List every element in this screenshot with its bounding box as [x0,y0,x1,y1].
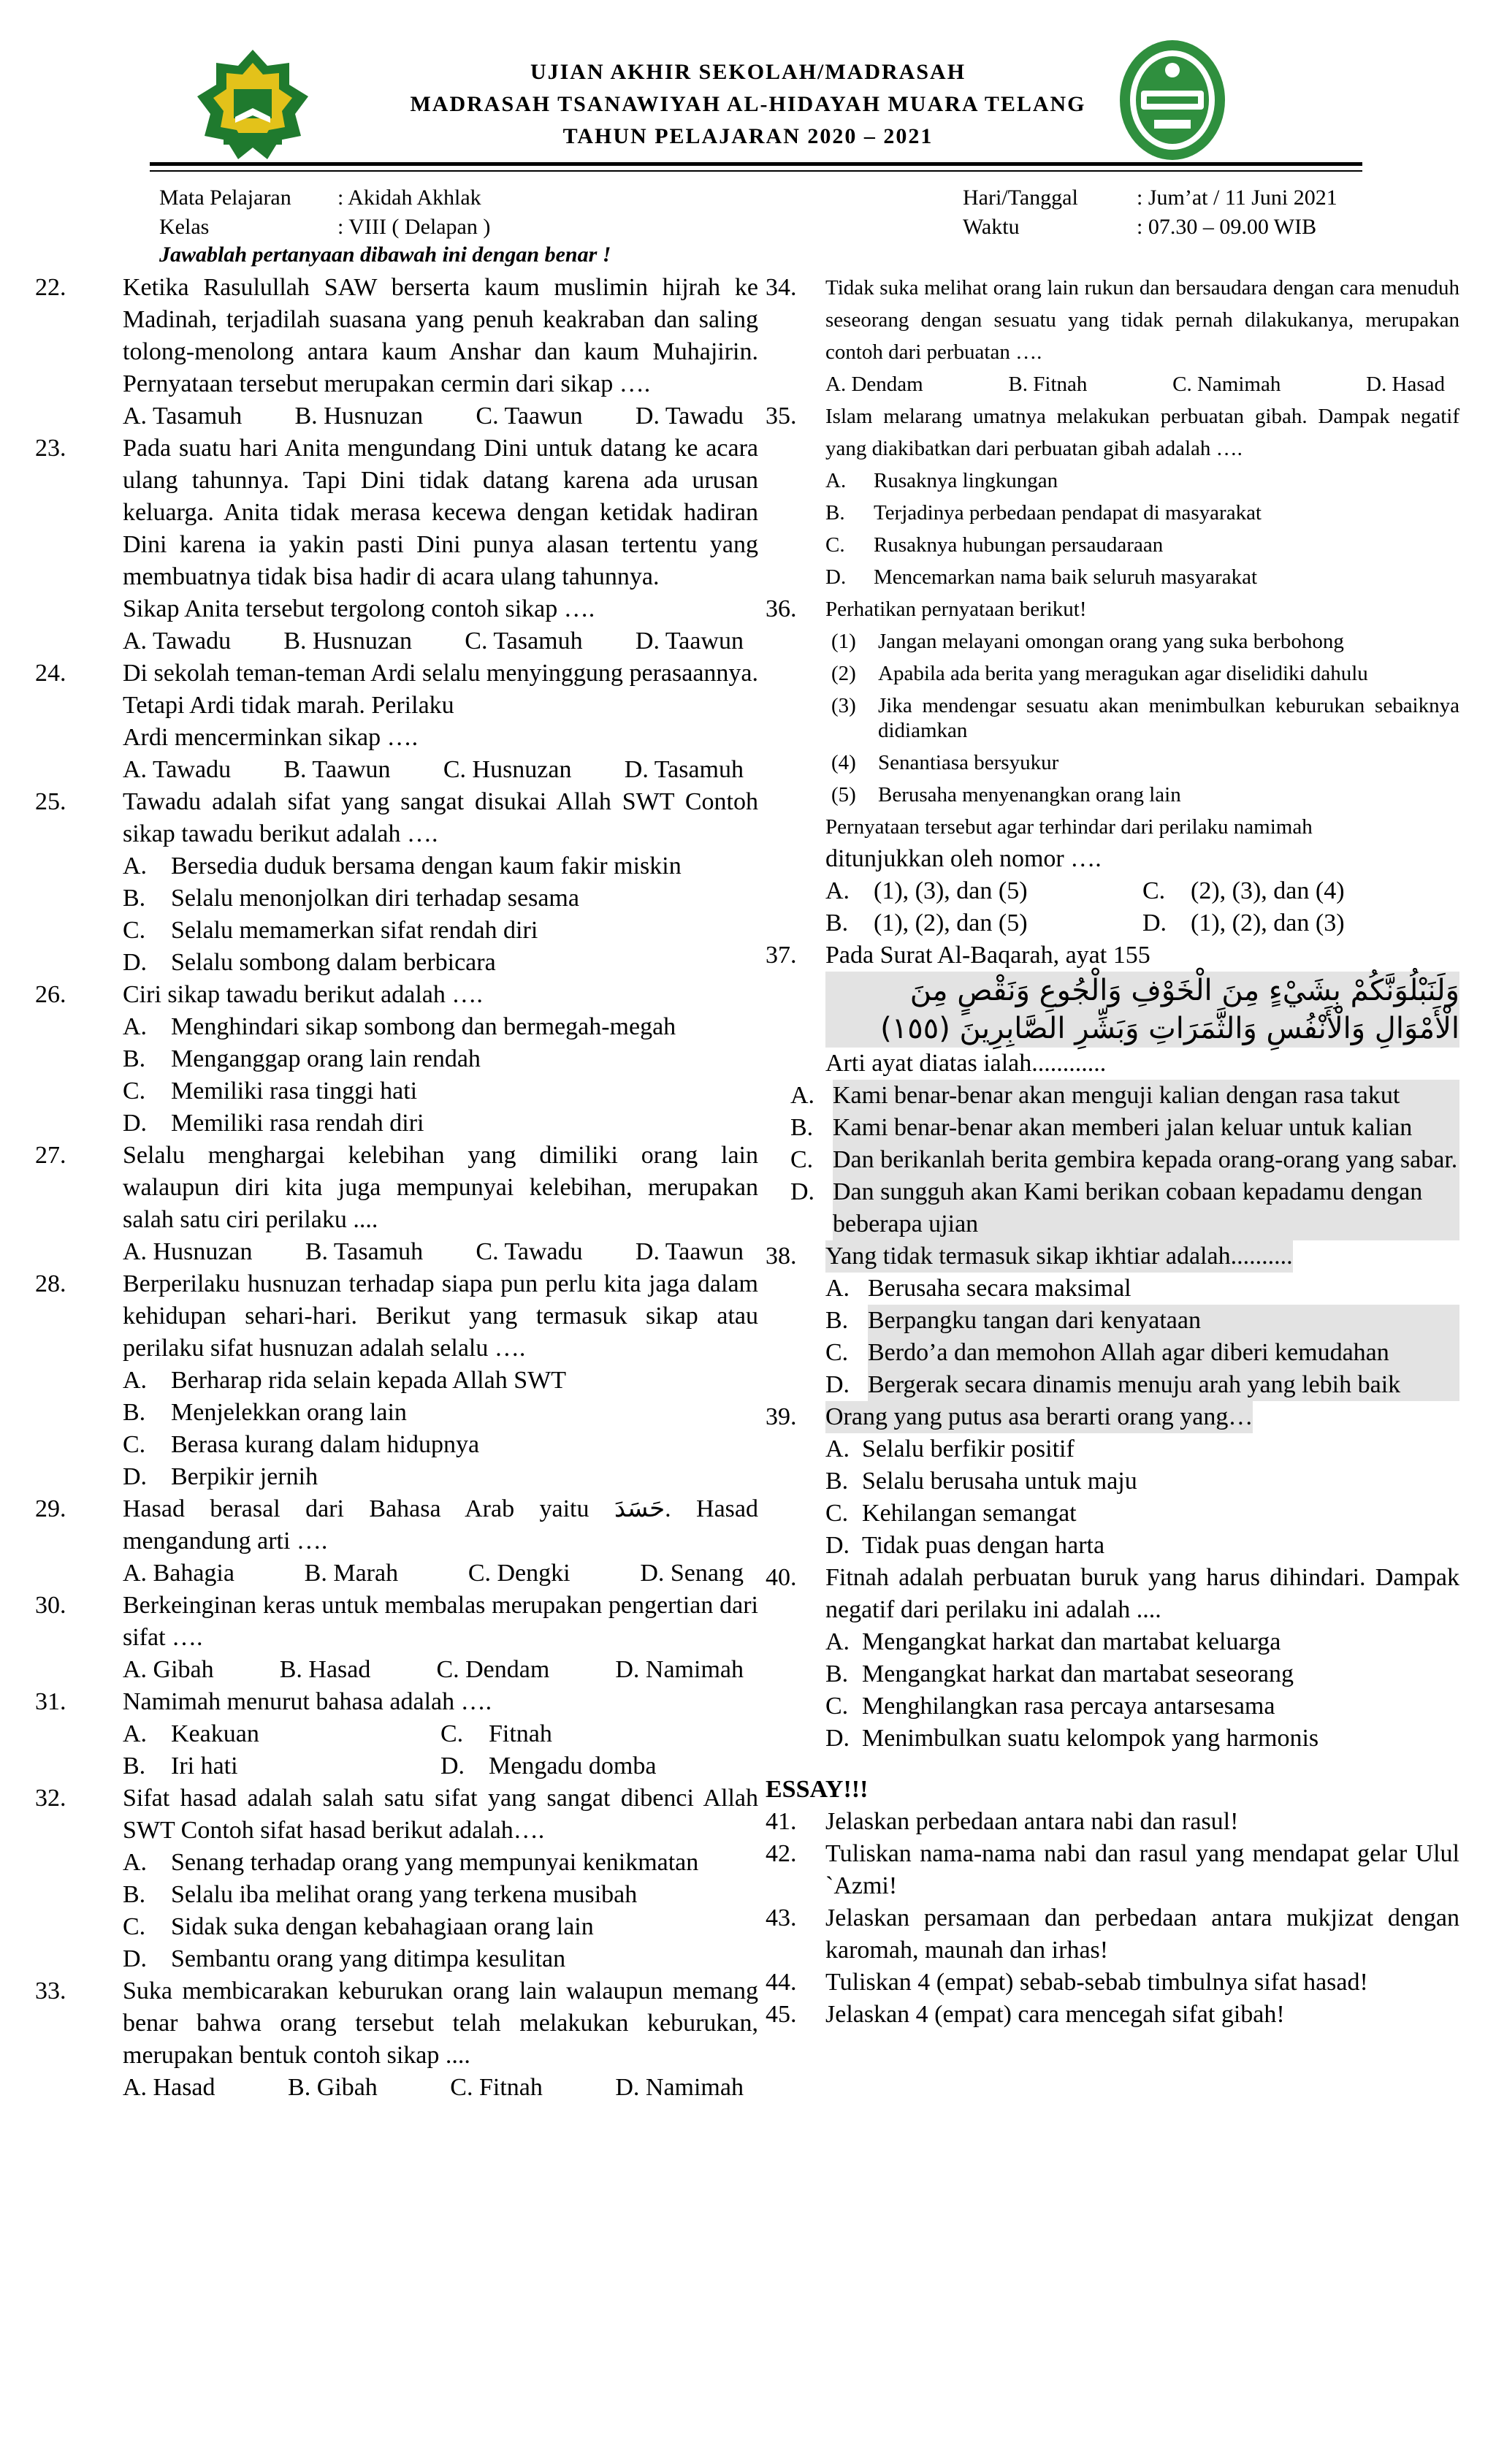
option-d[interactable]: D. Sembantu orang yang ditimpa kesulitan [123,1945,566,1972]
option-b[interactable]: B. Husnuzan [283,628,413,655]
option-b[interactable]: B. Taawun [283,756,391,783]
option-a[interactable]: A. Mengangkat harkat dan martabat keluarga [825,1628,1281,1655]
option-c[interactable]: C. Sidak suka dengan kebahagiaan orang lain [123,1913,594,1940]
options [825,368,1459,400]
header-rule-thin [150,170,1362,172]
essay-text: Jelaskan perbedaan antara nabi dan rasul! [825,1808,1239,1835]
option-c[interactable]: C. Fitnah [450,2074,543,2101]
option-b[interactable]: B. Fitnah [1008,373,1088,396]
essay-number: 43. [766,1904,797,1931]
options [123,754,758,786]
essay-number: 44. [766,1969,797,1996]
option-d[interactable]: D. (1), (2), dan (3) [1142,909,1345,937]
question-text: Ketika Rasulullah SAW berserta kaum muslimin hijrah ke Madinah, terjadilah suasana yang penuh keakraban dan saling tolong-menolong antara kaum Anshar dan kaum Muhajirin. Pernyataan tersebut merupakan cermin dari sikap …. [123,274,758,397]
day-value: : Jum’at / 11 Juni 2021 [1137,186,1337,210]
option-b[interactable]: B. Terjadinya perbedaan pendapat di masyarakat [825,501,1262,525]
option-a[interactable]: A. (1), (3), dan (5) [825,877,1028,904]
option-a[interactable]: A. Kami benar-benar akan menguji kalian dengan rasa takut [790,1080,1459,1112]
statement-5: (5) Berusaha menyenangkan orang lain [831,783,1181,806]
question-text: Pada Surat Al-Baqarah, ayat 155 [825,942,1150,969]
options [825,875,1459,939]
question-39 [766,1401,1459,1562]
question-text: Yang tidak termasuk sikap ikhtiar adalah.......... [825,1240,1293,1273]
option-b[interactable]: B. Menganggap orang lain rendah [123,1045,481,1072]
option-d[interactable]: D. Senang [640,1560,744,1587]
question-29 [35,1493,758,1590]
question-number: 25. [35,788,66,815]
class-value: : VIII ( Delapan ) [337,215,491,239]
option-a[interactable]: A. Bahagia [123,1560,234,1587]
option-c[interactable]: C. Dengki [468,1560,570,1587]
essay-number: 45. [766,2001,797,2028]
question-number: 35. [766,403,797,430]
options [123,1236,758,1268]
question-34 [766,272,1459,400]
madrasah-seal-icon [1118,38,1227,162]
question-25 [35,786,758,979]
option-a[interactable]: A. Gibah [123,1656,214,1683]
question-37 [766,939,1459,1240]
question-22 [35,272,758,432]
option-c[interactable]: C. (2), (3), dan (4) [1142,877,1345,904]
header-line-2: MADRASAH TSANAWIYAH AL-HIDAYAH MUARA TELANG [410,92,1086,116]
question-number: 32. [35,1785,66,1812]
question-text: Sifat hasad adalah salah satu sifat yang sangat dibenci Allah SWT Contoh sifat hasad berikut adalah…. [123,1785,758,1844]
question-number: 24. [35,660,66,687]
option-c[interactable]: C. Rusaknya hubungan persaudaraan [825,533,1164,557]
options [123,1557,758,1590]
header-line-3: TAHUN PELAJARAN 2020 – 2021 [562,124,934,148]
options [123,400,758,432]
question-prompt: Arti ayat diatas ialah............ [825,1050,1107,1077]
option-b[interactable]: B. Selalu berusaha untuk maju [825,1468,1137,1495]
question-number: 26. [35,981,66,1008]
left-column [35,272,758,2104]
option-c[interactable]: C. Tasamuh [465,628,583,655]
question-32 [35,1782,758,1975]
option-b[interactable]: B. Mengangkat harkat dan martabat seseorang [825,1660,1294,1687]
option-a[interactable]: A. Menghindari sikap sombong dan bermegah-megah [123,1013,676,1040]
option-c[interactable]: C. Fitnah [440,1720,552,1747]
question-23 [35,432,758,657]
essay-41 [766,1806,1459,1838]
option-d[interactable]: D. Berpikir jernih [123,1463,318,1490]
option-a[interactable]: A. Keakuan [123,1720,259,1747]
time-label: Waktu [963,215,1020,239]
question-number: 27. [35,1142,66,1169]
option-a[interactable]: A. Tasamuh [123,403,243,430]
option-b[interactable]: B. Kami benar-benar akan memberi jalan keluar untuk kalian [790,1112,1459,1144]
essay-42 [766,1838,1459,1902]
question-38 [766,1240,1459,1401]
option-c[interactable]: C. Memiliki rasa tinggi hati [123,1077,418,1105]
question-text: Pada suatu hari Anita mengundang Dini untuk datang ke acara ulang tahunnya. Tapi Dini tidak datang karena ada urusan keluarga. Anita tidak merasa kecewa dengan ketidak hadiran Dini karena ia yakin pasti Dini punya alasan tertentu yang membuatnya tidak bisa hadir di acara ulang tahunnya. [123,435,758,590]
essay-number: 41. [766,1808,797,1835]
option-c[interactable]: C. Menghilangkan rasa percaya antarsesama [825,1693,1275,1720]
option-d[interactable]: D. Selalu sombong dalam berbicara [123,949,496,976]
options [123,625,758,657]
option-d[interactable]: D. Tawadu [635,403,744,430]
option-c[interactable]: C. Selalu memamerkan sifat rendah diri [123,917,538,944]
question-number: 40. [766,1564,797,1591]
option-b[interactable]: B. Iri hati [123,1752,238,1780]
option-a[interactable]: A. Bersedia duduk bersama dengan kaum fakir miskin [123,853,682,880]
question-number: 30. [35,1592,66,1619]
question-text: Berperilaku husnuzan terhadap siapa pun perlu kita jaga dalam kehidupan sehari-hari. Berikut yang termasuk sikap atau perilaku sifat husnuzan adalah selalu …. [123,1270,758,1362]
question-27 [35,1140,758,1268]
question-prompt: Ardi mencerminkan sikap …. [123,724,419,751]
question-text: Orang yang putus asa berarti orang yang… [825,1401,1253,1433]
option-d[interactable]: D. Dan sungguh akan Kami berikan cobaan kepadamu dengan beberapa ujian [790,1176,1459,1240]
option-d[interactable]: D. Taawun [635,1238,744,1265]
option-d[interactable]: D. Memiliki rasa rendah diri [123,1110,424,1137]
option-a[interactable]: A. Hasad [123,2074,215,2101]
option-b[interactable]: B. Berpangku tangan dari kenyataan [825,1305,1459,1337]
essay-43 [766,1902,1459,1967]
option-d[interactable]: D. Hasad [1366,373,1445,396]
option-b[interactable]: B. Tasamuh [305,1238,424,1265]
option-c[interactable]: C. Taawun [476,403,583,430]
question-number: 39. [766,1403,797,1430]
options [123,1654,758,1686]
statement-2: (2) Apabila ada berita yang meragukan agar diselidiki dahulu [831,662,1368,685]
option-d[interactable]: D. Taawun [635,628,744,655]
question-40 [766,1562,1459,1755]
option-d[interactable]: D. Menimbulkan suatu kelompok yang harmonis [825,1725,1319,1752]
question-number: 36. [766,595,797,622]
question-text: Selalu menghargai kelebihan yang dimiliki orang lain walaupun diri kita juga mempunyai kelebihan, merupakan salah satu ciri perilaku .... [123,1142,758,1233]
essay-text: Tuliskan nama-nama nabi dan rasul yang mendapat gelar Ulul `Azmi! [825,1840,1459,1899]
option-b[interactable]: B. Marah [304,1560,399,1587]
option-b[interactable]: B. Hasad [279,1656,371,1683]
options [123,2072,758,2104]
option-a[interactable]: A. Senang terhadap orang yang mempunyai kenikmatan [123,1849,699,1876]
option-a[interactable]: A. Berusaha secara maksimal [825,1275,1131,1302]
essay-title: ESSAY!!! [766,1776,869,1803]
question-26 [35,979,758,1140]
option-a[interactable]: A. Tawadu [123,628,232,655]
statement-1: (1) Jangan melayani omongan orang yang suka berbohong [831,630,1344,653]
question-number: 22. [35,274,66,301]
question-text: Di sekolah teman-teman Ardi selalu menyinggung perasaannya. Tetapi Ardi tidak marah. Perilaku [123,660,758,719]
statement-4: (4) Senantiasa bersyukur [831,751,1059,774]
option-d[interactable]: D. Tidak puas dengan harta [825,1532,1105,1559]
question-prompt: Sikap Anita tersebut tergolong contoh sikap …. [123,595,595,622]
option-c[interactable]: C. Tawadu [476,1238,583,1265]
question-text: Suka membicarakan keburukan orang lain walaupun memang benar bahwa orang tersebut telah melakukan keburukan, merupakan bentuk contoh sikap .... [123,1977,758,2069]
option-a[interactable]: A. Rusaknya lingkungan [825,469,1058,492]
question-text: Tidak suka melihat orang lain rukun dan bersaudara dengan cara menuduh seseorang dengan sesuatu yang tidak pernah dilakukanya, merupakan contoh dari perbuatan …. [825,276,1459,364]
day-label: Hari/Tanggal [963,186,1078,210]
option-d[interactable]: D. Tasamuh [624,756,744,783]
essay-44 [766,1967,1459,1999]
question-text: Ciri sikap tawadu berikut adalah …. [123,981,483,1008]
option-a[interactable]: A. Dendam [825,373,923,396]
instruction: Jawablah pertanyaan dibawah ini dengan benar ! [159,243,611,267]
question-text: Berkeinginan keras untuk membalas merupakan pengertian dari sifat …. [123,1592,758,1651]
option-a[interactable]: A. Selalu berfikir positif [825,1435,1075,1462]
time-value: : 07.30 – 09.00 WIB [1137,215,1317,239]
statement-3: (3) Jika mendengar sesuatu akan menimbulkan keburukan sebaiknya didiamkan [831,694,1459,742]
question-35 [766,400,1459,593]
class-label: Kelas [159,215,210,239]
subject-label: Mata Pelajaran [159,186,291,210]
question-number: 37. [766,942,797,969]
question-prompt: Pernyataan tersebut agar terhindar dari perilaku namimah [825,815,1313,839]
question-number: 29. [35,1495,66,1522]
question-text: Hasad berasal dari Bahasa Arab yaitu حَسَدَ. Hasad mengandung arti …. [123,1495,759,1555]
arabic-verse-line-1: وَلَنَبْلُوَنَّكُمْ بِشَيْءٍ مِنَ الْخَوْفِ وَالْجُوعِ وَنَقْصٍ مِنَ [825,972,1459,1010]
option-c[interactable]: C. Berasa kurang dalam hidupnya [123,1431,480,1458]
option-d[interactable]: D. Namimah [615,2074,744,2101]
right-column [766,272,1459,2031]
option-c[interactable]: C. Dendam [436,1656,550,1683]
option-d[interactable]: D. Bergerak secara dinamis menuju arah yang lebih baik [825,1369,1459,1401]
option-b[interactable]: B. Selalu iba melihat orang yang terkena musibah [123,1881,638,1908]
question-28 [35,1268,758,1493]
question-number: 38. [766,1243,797,1270]
question-text: Fitnah adalah perbuatan buruk yang harus dihindari. Dampak negatif dari perilaku ini adalah .... [825,1564,1459,1623]
arabic-verse-line-2: الْأَمْوَالِ وَالْأَنْفُسِ وَالثَّمَرَاتِ وَبَشِّرِ الصَّابِرِينَ (١٥٥) [825,1010,1459,1048]
essay-number: 42. [766,1840,797,1867]
subject-value: : Akidah Akhlak [337,186,481,210]
question-33 [35,1975,758,2104]
option-d[interactable]: D. Mengadu domba [440,1752,657,1780]
question-31 [35,1686,758,1782]
option-a[interactable]: A. Berharap rida selain kepada Allah SWT [123,1367,566,1394]
option-d[interactable]: D. Mencemarkan nama baik seluruh masyarakat [825,565,1258,589]
essay-text: Jelaskan persamaan dan perbedaan antara mukjizat dengan karomah, maunah dan irhas! [825,1904,1459,1964]
option-c[interactable]: C. Dan berikanlah berita gembira kepada orang-orang yang sabar. [790,1144,1459,1176]
header-line-1: UJIAN AKHIR SEKOLAH/MADRASAH [530,60,966,84]
question-24 [35,657,758,786]
essay-text: Tuliskan 4 (empat) sebab-sebab timbulnya sifat hasad! [825,1969,1368,1996]
option-b[interactable]: B. Selalu menonjolkan diri terhadap sesama [123,885,579,912]
exam-header [0,0,1496,175]
option-d[interactable]: D. Namimah [615,1656,744,1683]
option-c[interactable]: C. Husnuzan [443,756,572,783]
question-30 [35,1590,758,1686]
question-number: 31. [35,1688,66,1715]
question-number: 28. [35,1270,66,1297]
option-a[interactable]: A. Husnuzan [123,1238,253,1265]
option-c[interactable]: C. Namimah [1172,373,1281,396]
question-text: Tawadu adalah sifat yang sangat disukai Allah SWT Contoh sikap tawadu berikut adalah …. [123,788,758,847]
option-a[interactable]: A. Tawadu [123,756,232,783]
question-prompt-2: ditunjukkan oleh nomor …. [825,845,1102,872]
essay-text: Jelaskan 4 (empat) cara mencegah sifat gibah! [825,2001,1285,2028]
option-b[interactable]: B. Husnuzan [294,403,424,430]
option-c[interactable]: C. Berdo’a dan memohon Allah agar diberi kemudahan [825,1337,1459,1369]
question-text: Perhatikan pernyataan berikut! [825,598,1087,621]
header-rule-thick [150,162,1362,166]
option-c[interactable]: C. Kehilangan semangat [825,1500,1077,1527]
option-b[interactable]: B. Menjelekkan orang lain [123,1399,407,1426]
option-b[interactable]: B. (1), (2), dan (5) [825,909,1028,937]
essay-45 [766,1999,1459,2031]
question-text: Namimah menurut bahasa adalah …. [123,1688,492,1715]
question-number: 23. [35,435,66,462]
question-number: 34. [766,274,797,301]
options [123,1718,758,1782]
option-b[interactable]: B. Gibah [288,2074,378,2101]
question-text: Islam melarang umatnya melakukan perbuatan gibah. Dampak negatif yang diakibatkan dari perbuatan gibah adalah …. [825,405,1459,460]
question-number: 33. [35,1977,66,2005]
question-36 [766,593,1459,939]
